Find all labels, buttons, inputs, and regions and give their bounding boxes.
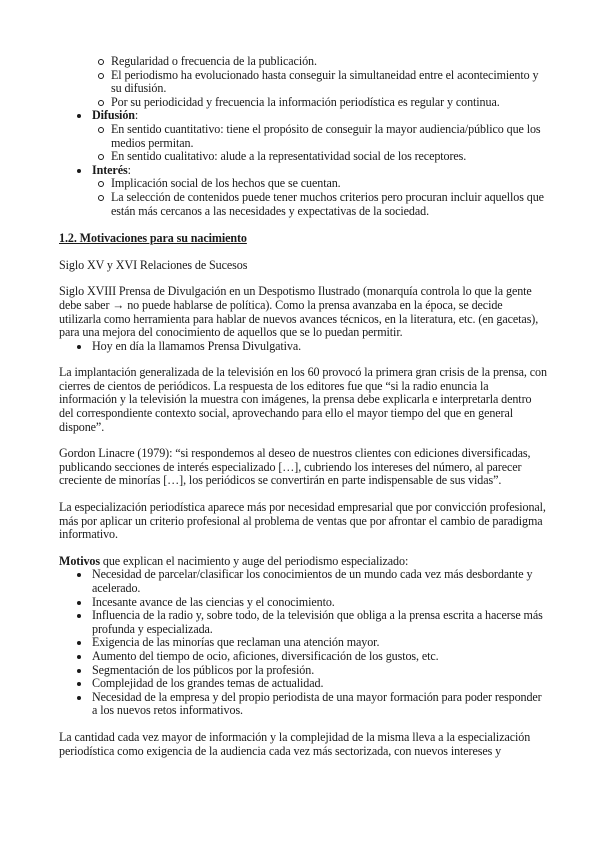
list-interes [59, 164, 547, 178]
difusion-colon: : [134, 108, 139, 123]
sublist-item: La selección de contenidos puede tener muchos criterios pero procuran incluir aquellos que están más cercanos a las necesidades y expectativas de la sociedad. [59, 191, 547, 218]
list-difusion [59, 109, 547, 123]
difusion-label: Difusión [92, 108, 135, 123]
sublist-item: Por su periodicidad y frecuencia la información periodística es regular y continua. [59, 96, 547, 110]
sublist-item: El periodismo ha evolucionado hasta conseguir la simultaneidad entre el acontecimiento y su difusión. [59, 69, 547, 96]
motivos-intro: que explican el nacimiento y auge del periodismo especializado: [99, 553, 409, 568]
document-page [59, 55, 547, 758]
sublist-item: En sentido cuantitativo: tiene el propósito de conseguir la mayor audiencia/público que los medios permitan. [59, 123, 547, 150]
interes-label: Interés [92, 162, 128, 177]
list-item: Incesante avance de las ciencias y el conocimiento. [59, 596, 547, 610]
list-item: Exigencia de las minorías que reclaman una atención mayor. [59, 636, 547, 650]
section-heading: 1.2. Motivaciones para su nacimiento [59, 231, 247, 246]
list-item: Aumento del tiempo de ocio, aficiones, diversificación de los gustos, etc. [59, 650, 547, 664]
list-item: Necesidad de la empresa y del propio periodista de una mayor formación para poder responder a los nuevos retos informativos. [59, 691, 547, 718]
list-item-interes [59, 164, 547, 178]
list-item: Segmentación de los públicos por la profesión. [59, 664, 547, 678]
sublist-item: Implicación social de los hechos que se cuentan. [59, 177, 547, 191]
interes-colon: : [127, 162, 131, 177]
list-item: Influencia de la radio y, sobre todo, de la televisión que obliga a la prensa escrita a hacerse más profunda y especializada. [59, 609, 547, 636]
sublist-difusion [59, 123, 547, 164]
motivos-label: Motivos [59, 553, 100, 568]
list-divulgativa [59, 340, 547, 354]
sublist-item: En sentido cualitativo: alude a la representatividad social de los receptores. [59, 150, 547, 164]
paragraph-final: La cantidad cada vez mayor de información y la complejidad de la misma lleva a la especialización periodística como exigencia de la audiencia cada vez más sectorizada, con nuevos intereses y [59, 729, 531, 758]
paragraph-siglo-xv: Siglo XV y XVI Relaciones de Sucesos [59, 257, 248, 272]
list-item: Necesidad de parcelar/clasificar los conocimientos de un mundo cada vez más desbordante y acelerado. [59, 568, 547, 595]
list-motivos [59, 568, 547, 718]
paragraph-motivos [59, 555, 547, 569]
paragraph-linacre: Gordon Linacre (1979): “si respondemos al deseo de nuestros clientes con ediciones diversificadas, publicando secciones de interés especializado […], cubriendo los intereses del número, al parecer creciente de minorías […], los periódicos se convertirán en parte indispensable de sus vidas”. [59, 446, 531, 488]
paragraph-especializacion: La especialización periodística aparece más por necesidad empresarial que por convicción profesional, más por aplicar un criterio profesional al problema de ventas que por afrontar el cambio de paradigma informativo. [59, 500, 546, 542]
paragraph-siglo-xviii: Siglo XVIII Prensa de Divulgación en un Despotismo Ilustrado (monarquía controla lo que la gente debe saber → no puede hablarse de política). Como la prensa avanzaba en la época, se decide utilizarla como herramienta para hablar de nuevos avances técnicos, en la literatura, etc. (en gacetas), para una mejora del conocimiento de aquellos que se lo puedan permitir. [59, 284, 539, 340]
sublist-interes [59, 177, 547, 218]
list-item-difusion [59, 109, 547, 123]
sublist-actualidad [59, 55, 547, 109]
paragraph-television: La implantación generalizada de la televisión en los 60 provocó la primera gran crisis de la prensa, con cierres de cientos de periódicos. La respuesta de los editores fue que “si la radio enuncia la información y la televisión la muestra con imágenes, la prensa debe explicarla e interpretarla dentro del correspondiente contexto social, aprovechando para ello el mayor tiempo del que en general dispone”. [59, 365, 547, 434]
list-item: Complejidad de los grandes temas de actualidad. [59, 677, 547, 691]
sublist-item: Regularidad o frecuencia de la publicación. [59, 55, 547, 69]
list-item: Hoy en día la llamamos Prensa Divulgativa. [59, 340, 547, 354]
